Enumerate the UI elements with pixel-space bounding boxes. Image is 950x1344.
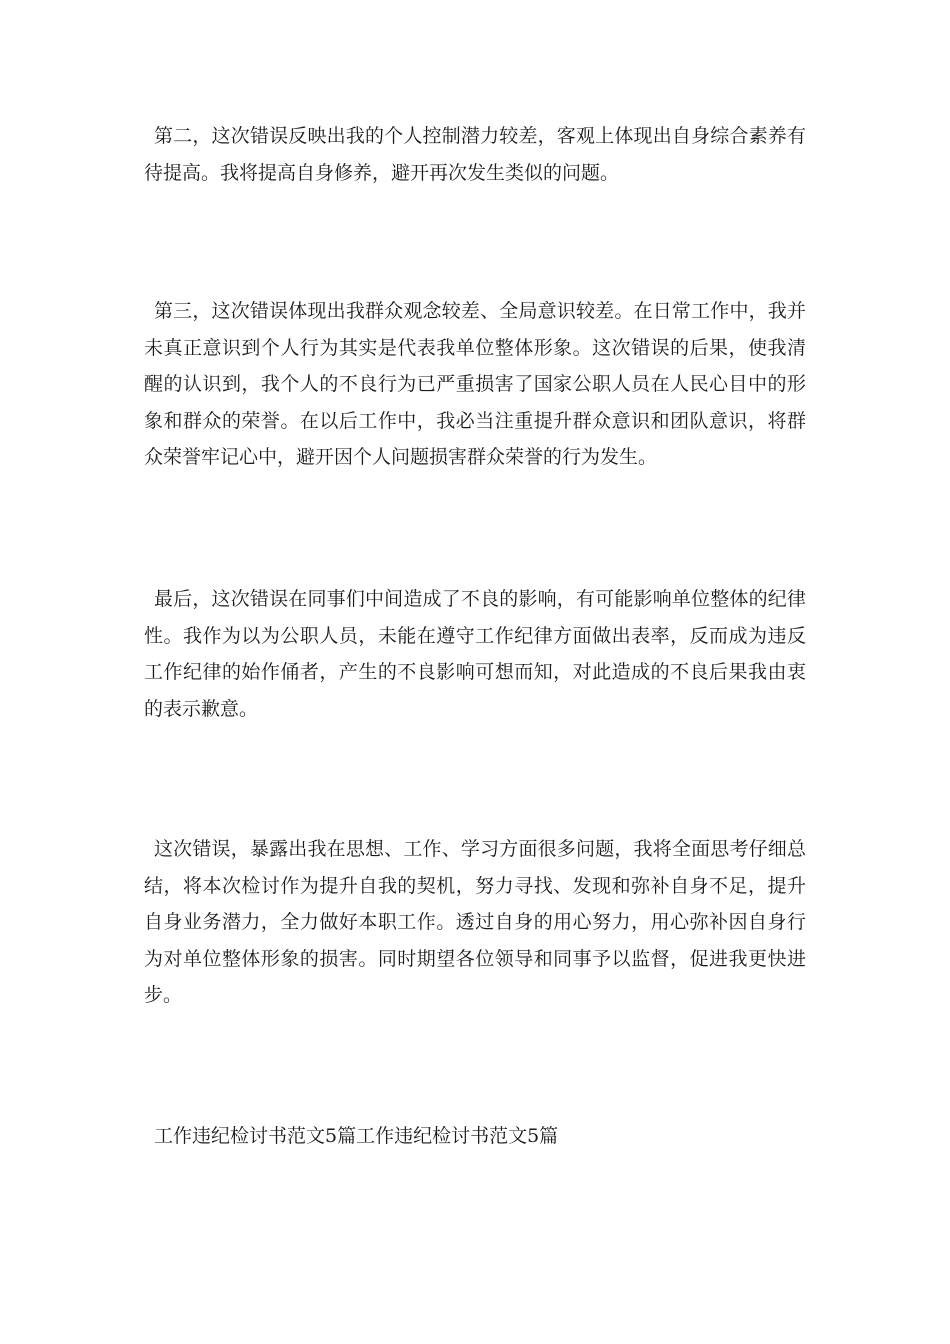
- paragraph-final-point: 最后，这次错误在同事们中间造成了不良的影响，有可能影响单位整体的纪律性。我作为以为公职人员，未能在遵守工作纪律方面做出表率，反而成为违反工作纪律的始作俑者，产生的不良影响可想而知，对此造成的不良后果我由衷的表示歉意。: [144, 588, 806, 720]
- paragraph-second-point: 第二，这次错误反映出我的个人控制潜力较差，客观上体现出自身综合素养有待提高。我将提高自身修养，避开再次发生类似的问题。: [144, 125, 806, 184]
- paragraph-conclusion: 这次错误，暴露出我在思想、工作、学习方面很多问题，我将全面思考仔细总结，将本次检讨作为提升自我的契机，努力寻找、发现和弥补自身不足，提升自身业务潜力，全力做好本职工作。透过自身的用心努力，用心弥补因自身行为对单位整体形象的损害。同时期望各位领导和同事予以监督，促进我更快进步。: [144, 838, 806, 1006]
- paragraph-title-footer: 工作违纪检讨书范文5篇工作违纪检讨书范文5篇: [154, 1125, 559, 1147]
- paragraph-third-point: 第三，这次错误体现出我群众观念较差、全局意识较差。在日常工作中，我并未真正意识到个人行为其实是代表我单位整体形象。这次错误的后果，使我清醒的认识到，我个人的不良行为已严重损害了国家公职人员在人民心目中的形象和群众的荣誉。在以后工作中，我必当注重提升群众意识和团队意识，将群众荣誉牢记心中，避开因个人问题损害群众荣誉的行为发生。: [144, 300, 806, 468]
